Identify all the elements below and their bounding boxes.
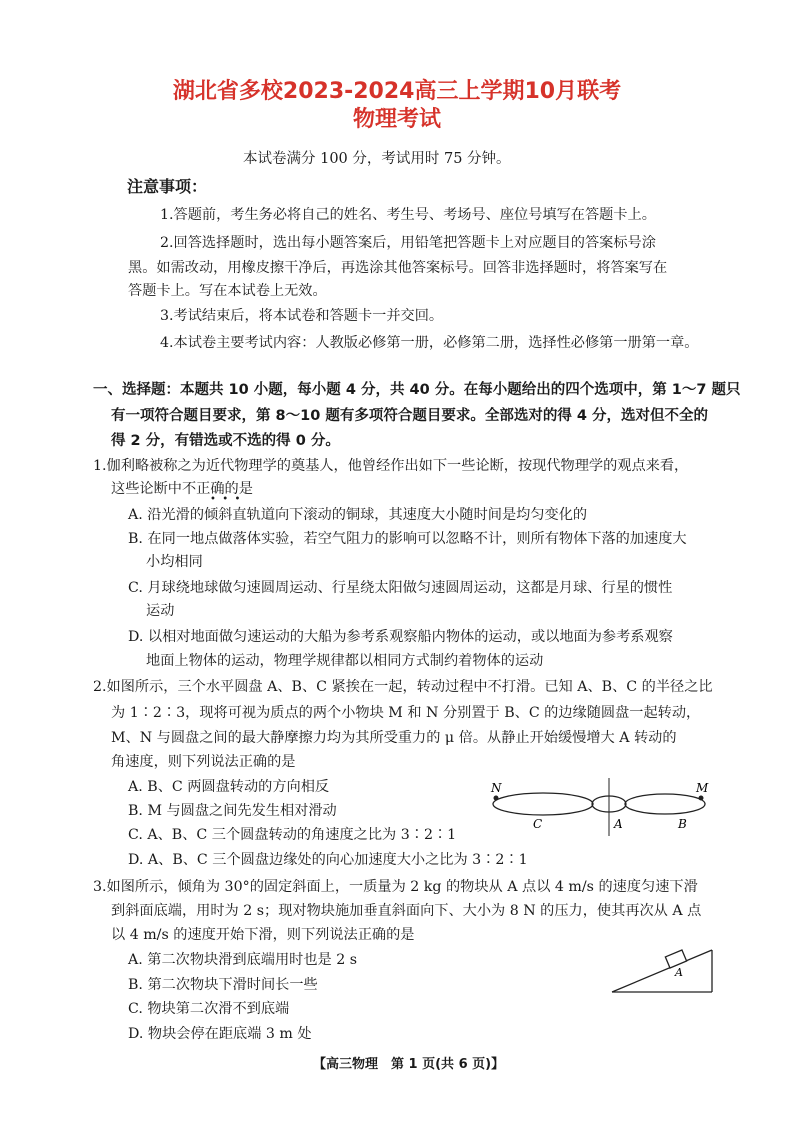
notice-item: 4.本试卷主要考试内容：人教版必修第一册，必修第二册，选择性必修第一册第一章。	[160, 335, 699, 351]
emphasis-dots: • • •	[210, 494, 241, 505]
question-1-option: 小均相同	[146, 554, 203, 570]
block-n-shape	[494, 796, 499, 801]
question-1-option: 地面上物体的运动，物理学规律都以相同方式制约着物体的运动	[146, 653, 544, 669]
question-2-stem: 2.如图所示，三个水平圆盘 A、B、C 紧挨在一起，转动过程中不打滑。已知 A、B、C 的半径之比	[93, 679, 713, 695]
exam-title: 湖北省多校2023-2024高三上学期10月联考	[172, 79, 622, 104]
block-m-shape	[699, 796, 704, 801]
incline-line	[612, 950, 712, 992]
exam-subject-title: 物理考试	[352, 107, 441, 132]
notice-item: 2.回答选择题时，选出每小题答案后，用铅笔把答题卡上对应题目的答案标号涂	[160, 235, 656, 251]
question-3-option: C. 物块第二次滑不到底端	[128, 1001, 290, 1017]
label-m: M	[696, 781, 709, 795]
question-3-stem: 以 4 m/s 的速度开始下滑，则下列说法正确的是	[111, 927, 415, 943]
question-2-stem: M、N 与圆盘之间的最大静摩擦力均为其所受重力的 μ 倍。从静止开始缓慢增大 A 转动的	[111, 730, 677, 746]
question-2-option: A. B、C 两圆盘转动的方向相反	[128, 779, 330, 795]
section-instructions: 有一项符合题目要求，第 8～10 题有多项符合题目要求。全部选对的得 4 分，选对但不全的	[111, 408, 709, 424]
notice-item: 黑。如需改动，用橡皮擦干净后，再选涂其他答案标号。回答非选择题时，将答案写在	[128, 260, 668, 276]
notice-heading: 注意事项：	[127, 177, 208, 196]
label-a: A	[675, 966, 683, 979]
question-2-option: B. M 与圆盘之间先发生相对滑动	[128, 803, 337, 819]
question-2-option: C. A、B、C 三个圆盘转动的角速度之比为 3∶2∶1	[128, 827, 457, 843]
question-3-option: D. 物块会停在距底端 3 m 处	[128, 1026, 312, 1042]
question-2-option: D. A、B、C 三个圆盘边缘处的向心加速度大小之比为 3∶2∶1	[128, 852, 528, 868]
question-1-stem: 这些论断中不正确的是	[111, 481, 253, 497]
question-1-option: D. 以相对地面做匀速运动的大船为参考系观察船内物体的运动，或以地面为参考系观察	[128, 629, 673, 645]
question-1-option: B. 在同一地点做落体实验，若空气阻力的影响可以忽略不计，则所有物体下落的加速度大	[128, 531, 687, 547]
disc-c-shape	[493, 793, 593, 815]
section-instructions: 得 2 分，有错选或不选的得 0 分。	[111, 433, 340, 449]
notice-item: 3.考试结束后，将本试卷和答题卡一并交回。	[160, 308, 444, 324]
question-3-option: A. 第二次物块滑到底端用时也是 2 s	[128, 952, 358, 968]
incline-figure	[608, 942, 718, 1000]
question-1-stem: 1.伽利略被称之为近代物理学的奠基人，他曾经作出如下一些论断，按现代物理学的观点来看，	[93, 458, 689, 474]
question-3-stem: 3.如图所示，倾角为 30°的固定斜面上，一质量为 2 kg 的物块从 A 点以 4 m/s 的速度匀速下滑	[93, 879, 698, 895]
question-3-option: B. 第二次物块下滑时间长一些	[128, 977, 318, 993]
label-b: B	[678, 817, 687, 831]
question-3-stem: 到斜面底端，用时为 2 s；现对物块施加垂直斜面向下、大小为 8 N 的压力，使其再次从 A 点	[111, 903, 702, 919]
label-c: C	[533, 817, 543, 831]
notice-item: 答题卡上。写在本试卷上无效。	[128, 283, 327, 299]
question-1-option: 运动	[146, 603, 175, 619]
disc-b-shape	[625, 794, 705, 814]
exam-info: 本试卷满分 100 分，考试用时 75 分钟。	[243, 151, 511, 167]
section-instructions: 一、选择题：本题共 10 小题，每小题 4 分，共 40 分。在每小题给出的四个选项中，第 1～7 题只	[93, 382, 741, 398]
notice-item: 1.答题前，考生务必将自己的姓名、考生号、考场号、座位号填写在答题卡上。	[160, 207, 656, 223]
three-discs-figure	[488, 772, 718, 842]
label-a: A	[614, 817, 623, 831]
question-2-stem: 角速度，则下列说法正确的是	[111, 754, 296, 770]
question-1-option: C. 月球绕地球做匀速圆周运动、行星绕太阳做匀速圆周运动，这都是月球、行星的惯性	[128, 580, 673, 596]
page-footer: 【高三物理 第 1 页(共 6 页)】	[313, 1057, 505, 1072]
label-n: N	[491, 781, 502, 795]
question-2-stem: 为 1∶2∶3，现将可视为质点的两个小物块 M 和 N 分别置于 B、C 的边缘随圆盘一起转动，	[111, 705, 701, 721]
question-1-option: A. 沿光滑的倾斜直轨道向下滚动的铜球，其速度大小随时间是均匀变化的	[128, 507, 588, 523]
